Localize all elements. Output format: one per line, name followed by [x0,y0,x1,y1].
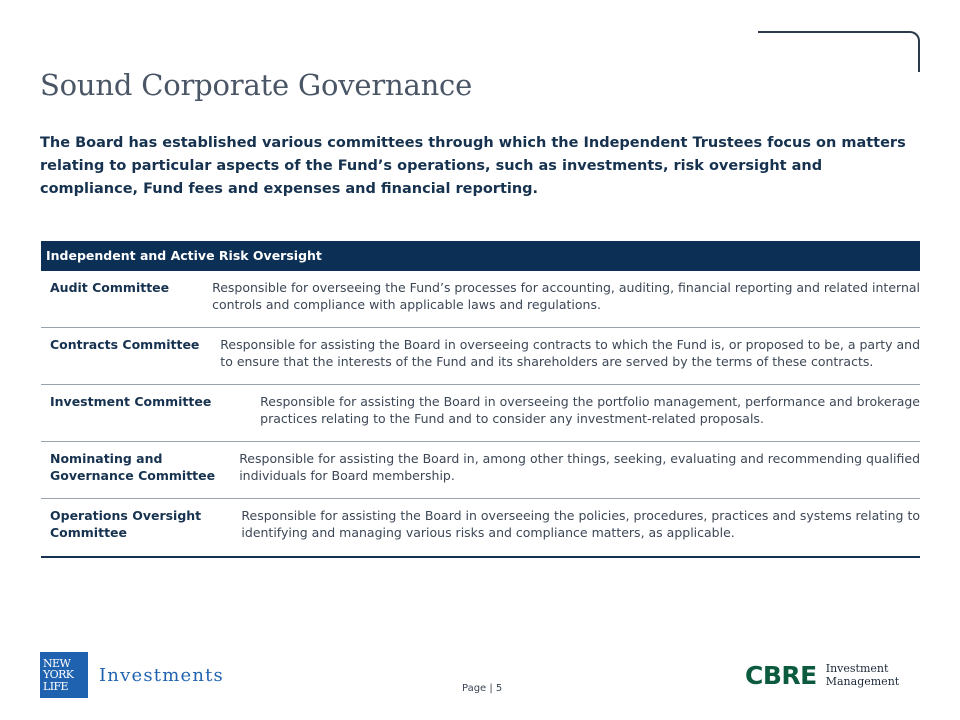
committee-description [220,328,920,384]
cbre-wordmark: CBRE [745,661,817,690]
description-line: practices relating to the Fund and to consider any investment-related proposals. [260,410,764,426]
table-row [41,442,920,499]
committee-description [239,442,920,498]
table-row [41,271,920,328]
committee-description [241,499,920,556]
description-line: Responsible for assisting the Board in overseeing contracts to which the Fund is, or proposed to be, a party and [220,337,920,352]
table-row [41,328,920,385]
committee-name: Investment Committee [50,394,212,409]
committee-description [212,271,920,327]
cbre-subtitle-line: Investment [825,662,889,675]
corner-accent [758,31,920,72]
intro-paragraph: The Board has established various committees through which the Independent Trustees focus on matters relating to particular aspects of the Fund’s operations, such as investments, risk oversight and compliance, Fund fees and expenses and financial reporting. [40,135,906,197]
table-row [41,385,920,442]
cbre-logo [745,661,899,690]
committee-name: Nominating and Governance Committee [50,451,216,483]
nyl-investments-wordmark: Investments [99,664,224,686]
committees-table [41,241,920,558]
description-line: Responsible for assisting the Board in, among other things, seeking, evaluating and recommending qualified [239,451,920,466]
new-york-life-logo [40,652,224,698]
nyl-logo-line: YORK [43,668,74,682]
description-line: Responsible for assisting the Board in overseeing the policies, procedures, practices and systems relating to [241,508,920,523]
description-line: identifying and managing various risks and compliance matters, as applicable. [241,524,735,540]
table-header: Independent and Active Risk Oversight [41,241,920,271]
cbre-subtitle-line: Management [825,674,900,688]
committee-name: Contracts Committee [50,337,200,352]
page-number: Page | 5 [462,683,503,694]
page-title: Sound Corporate Governance [40,68,473,102]
committee-name: Operations Oversight Committee [50,508,202,540]
committee-name: Audit Committee [50,280,170,295]
description-line: controls and compliance with applicable laws and regulations. [212,296,601,312]
cbre-subtitle [826,663,899,688]
description-line: individuals for Board membership. [239,467,455,483]
nyl-logo-line: LIFE [43,679,68,693]
description-line: Responsible for overseeing the Fund’s processes for accounting, auditing, financial reporting and related internal [212,280,920,295]
description-line: to ensure that the interests of the Fund and its shareholders are served by the terms of these contracts. [220,353,874,369]
description-line: Responsible for assisting the Board in overseeing the portfolio management, performance and brokerage [260,394,920,409]
committee-description [260,385,920,441]
table-row [41,499,920,556]
nyl-logo-line: NEW [43,656,71,670]
nyl-logo-box [40,652,88,698]
